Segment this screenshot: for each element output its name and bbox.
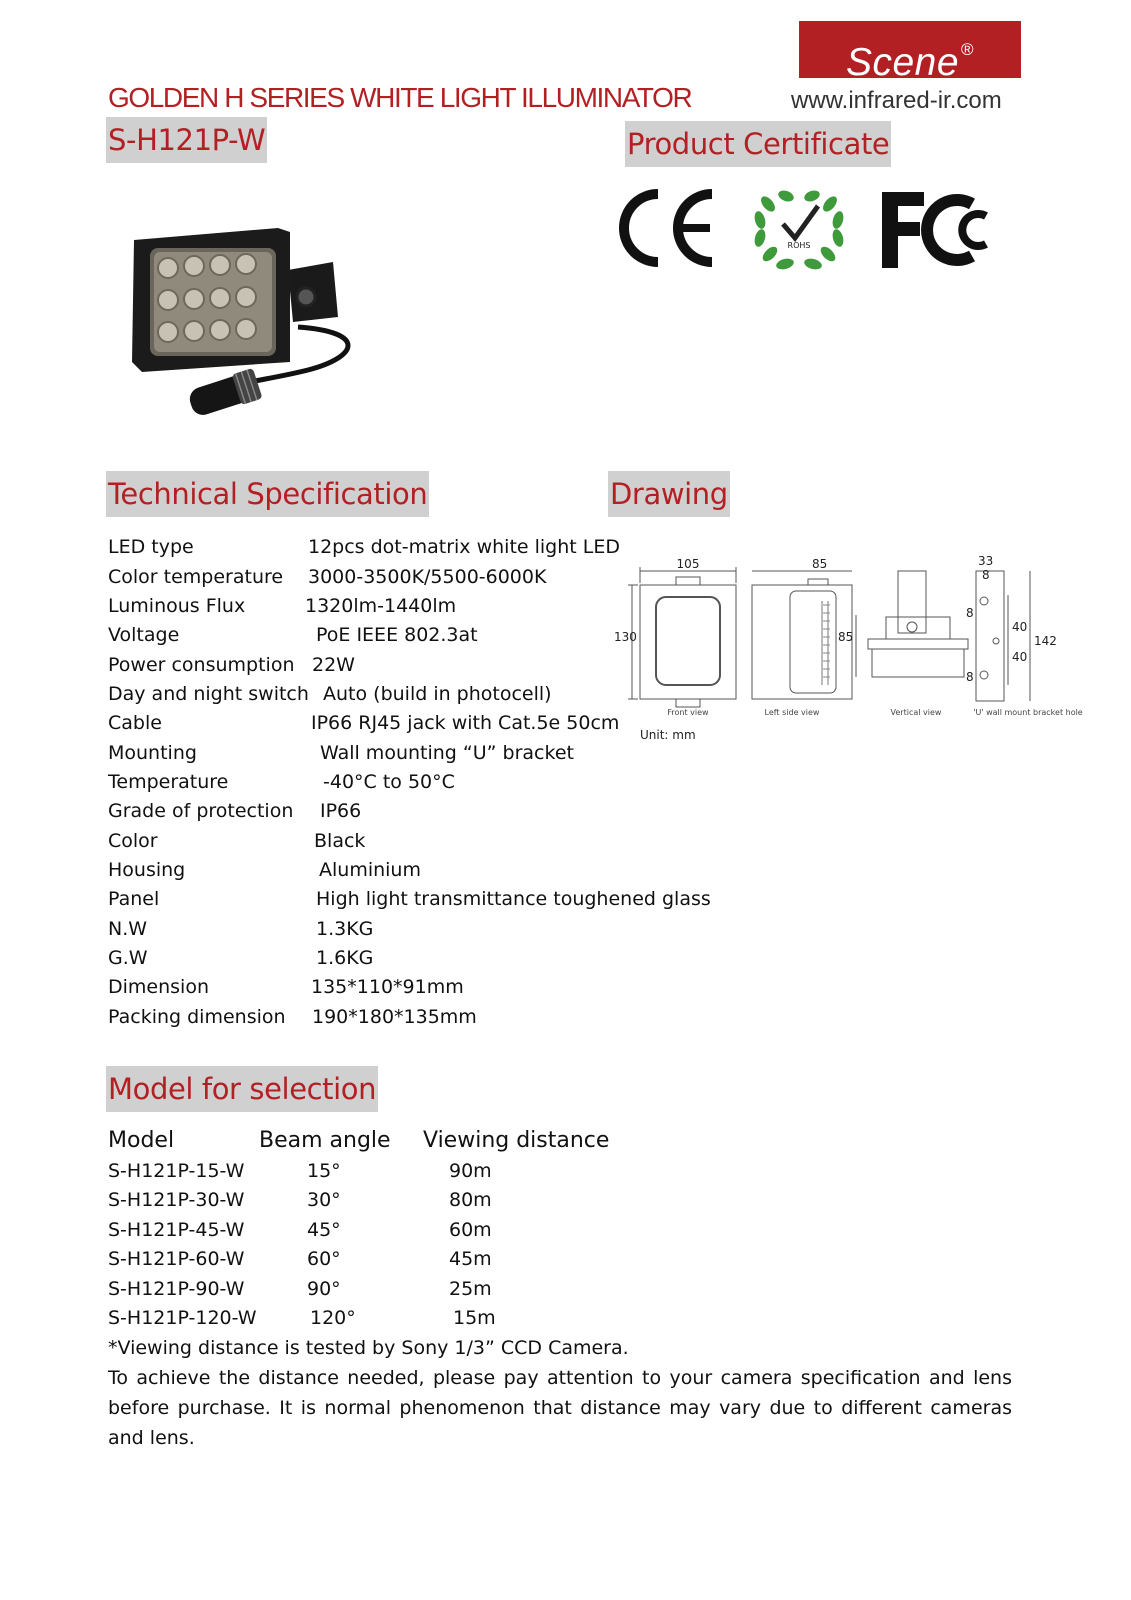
model-distance: 90m: [449, 1160, 492, 1182]
spec-value: High light transmittance toughened glass: [316, 888, 711, 910]
dim-bracket-b: 40: [1012, 620, 1028, 634]
tech-spec-heading: Technical Specification: [106, 471, 429, 517]
spec-key: Luminous Flux: [108, 595, 246, 617]
caption-vertical: Vertical view: [890, 708, 942, 717]
spec-key: Housing: [108, 859, 186, 881]
model-angle: 60°: [307, 1248, 341, 1270]
series-title: GOLDEN H SERIES WHITE LIGHT ILLUMINATOR: [108, 82, 692, 113]
spec-value: IP66: [320, 800, 362, 822]
spec-key: Mounting: [108, 742, 197, 764]
model-distance: 15m: [453, 1307, 496, 1329]
spec-value: -40°C to 50°C: [323, 771, 455, 793]
dim-bracket-width: 33: [978, 555, 994, 568]
rohs-mark-label: ROHS: [787, 241, 811, 250]
spec-value: 190*180*135mm: [312, 1006, 477, 1028]
spec-key: Grade of protection: [108, 800, 294, 822]
viewing-distance-footnote: *Viewing distance is tested by Sony 1/3” CCD Camera.: [108, 1337, 629, 1359]
spec-key: N.W: [108, 918, 148, 940]
model-angle: 90°: [307, 1278, 341, 1300]
dim-bracket-inner: 8: [982, 568, 990, 582]
model-distance: 45m: [449, 1248, 492, 1270]
col-distance-header: Viewing distance: [423, 1128, 610, 1153]
spec-key: Cable: [108, 712, 162, 734]
dim-vertical-height: 85: [838, 630, 854, 644]
model-angle: 30°: [307, 1189, 341, 1211]
spec-key: G.W: [108, 947, 148, 969]
spec-value: PoE IEEE 802.3at: [316, 624, 478, 646]
spec-value: 1.3KG: [316, 918, 374, 940]
spec-key: LED type: [108, 536, 194, 558]
drawing-unit: Unit: mm: [640, 728, 696, 742]
model-distance: 25m: [449, 1278, 492, 1300]
technical-drawing: [610, 555, 1090, 755]
spec-value: 3000-3500K/5500-6000K: [308, 566, 547, 588]
side-view: [752, 557, 852, 717]
spec-key: Power consumption: [108, 654, 295, 676]
drawing-heading: Drawing: [608, 471, 730, 517]
model-name: S-H121P-15-W: [108, 1160, 245, 1182]
registered-mark: ®: [961, 40, 975, 59]
model-selection-heading: Model for selection: [106, 1066, 378, 1112]
dim-front-width: 105: [676, 557, 700, 571]
spec-value: 1.6KG: [316, 947, 374, 969]
model-name: S-H121P-60-W: [108, 1248, 245, 1270]
website-link[interactable]: www.infrared-ir.com: [791, 87, 1002, 114]
spec-value: Auto (build in photocell): [323, 683, 552, 705]
spec-key: Panel: [108, 888, 160, 910]
purchase-advice: To achieve the distance needed, please pay attention to your camera specification and lens before purchase. It is normal phenomenon that distance may vary due to different cameras and lens.: [108, 1367, 1012, 1449]
model-distance: 60m: [449, 1219, 492, 1241]
model-name: S-H121P-30-W: [108, 1189, 245, 1211]
spec-value: Aluminium: [319, 859, 421, 881]
brand-logo: [799, 21, 1021, 84]
spec-value: 135*110*91mm: [311, 976, 464, 998]
col-model-header: Model: [108, 1128, 175, 1153]
model-name: S-H121P-90-W: [108, 1278, 245, 1300]
spec-key: Voltage: [108, 624, 180, 646]
spec-key: Temperature: [108, 771, 229, 793]
dim-bracket-d: 8: [966, 670, 974, 684]
spec-key: Day and night switch: [108, 683, 309, 705]
model-distance: 80m: [449, 1189, 492, 1211]
model-angle: 15°: [307, 1160, 341, 1182]
spec-key: Color temperature: [108, 566, 284, 588]
rohs-mark-icon: [750, 186, 848, 272]
spec-key: Dimension: [108, 976, 209, 998]
ce-mark-icon: [612, 188, 720, 268]
bracket-view: [966, 555, 1083, 717]
spec-value: Wall mounting “U” bracket: [320, 742, 574, 764]
dim-side-width: 85: [812, 557, 828, 571]
illuminator-product-photo: [128, 222, 368, 422]
spec-value: 12pcs dot-matrix white light LED: [308, 536, 620, 558]
dim-bracket-c: 40: [1012, 650, 1028, 664]
model-angle: 120°: [310, 1307, 356, 1329]
spec-key: Color: [108, 830, 158, 852]
model-name: S-H121P-120-W: [108, 1307, 257, 1329]
model-angle: 45°: [307, 1219, 341, 1241]
dim-front-height: 130: [614, 630, 637, 644]
caption-front: Front view: [667, 708, 709, 717]
spec-value: IP66 RJ45 jack with Cat.5e 50cm: [311, 712, 620, 734]
vertical-view: [838, 571, 968, 717]
spec-value: 22W: [312, 654, 355, 676]
caption-side: Left side view: [764, 708, 820, 717]
dim-bracket-a: 8: [966, 606, 974, 620]
logo-text: Scene: [845, 41, 960, 84]
front-view: [614, 557, 736, 717]
fcc-mark-icon: [880, 190, 996, 270]
model-name: S-H121P-45-W: [108, 1219, 245, 1241]
spec-key: Packing dimension: [108, 1006, 286, 1028]
certificate-heading: Product Certificate: [625, 121, 891, 167]
caption-bracket: 'U' wall mount bracket hole: [973, 708, 1083, 717]
product-model-heading: S-H121P-W: [106, 117, 267, 163]
spec-value: Black: [314, 830, 366, 852]
dim-bracket-total: 142: [1034, 634, 1057, 648]
col-angle-header: Beam angle: [259, 1128, 391, 1153]
spec-value: 1320lm-1440lm: [305, 595, 457, 617]
